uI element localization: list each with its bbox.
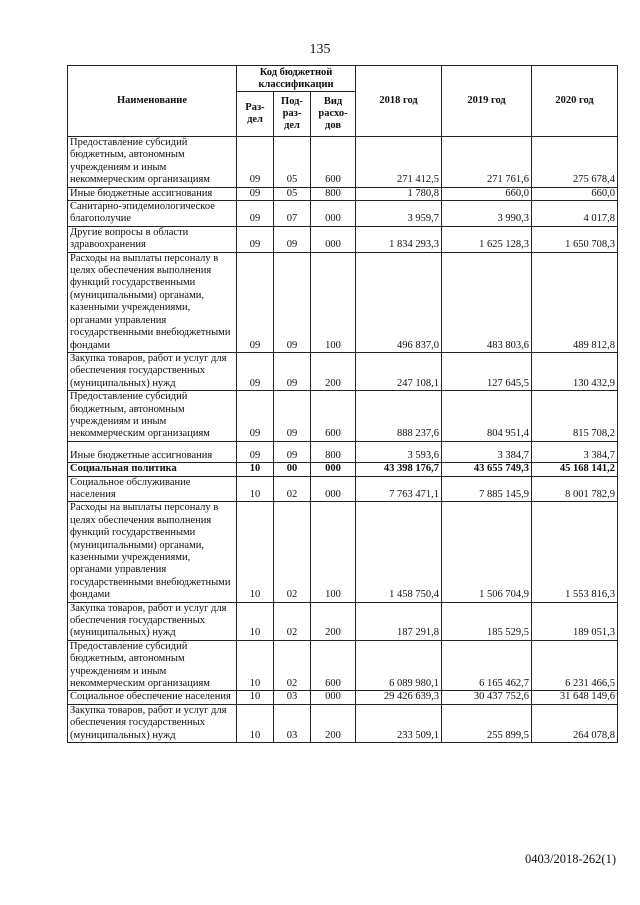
row-razdel: 10 (237, 640, 274, 691)
row-name: Иные бюджетные ассигнования (68, 187, 237, 200)
row-name: Социальная политика (68, 463, 237, 476)
row-name: Санитарно-эпидемиологическое благополучие (68, 201, 237, 227)
row-2020: 3 384,7 (532, 441, 618, 462)
row-2018: 7 763 471,1 (356, 476, 442, 502)
row-name: Социальное обеспечение населения (68, 691, 237, 704)
row-podrazdel: 09 (274, 252, 311, 352)
row-2019: 7 885 145,9 (442, 476, 532, 502)
row-2020: 275 678,4 (532, 137, 618, 188)
row-razdel: 10 (237, 476, 274, 502)
row-podrazdel: 05 (274, 187, 311, 200)
row-vid: 200 (311, 602, 356, 640)
row-2020: 31 648 149,6 (532, 691, 618, 704)
row-vid: 200 (311, 352, 356, 390)
row-2018: 233 509,1 (356, 704, 442, 742)
row-name: Предоставление субсидий бюджетным, автономным учреждениям и иным некоммерческим организациям (68, 391, 237, 442)
row-podrazdel: 09 (274, 352, 311, 390)
row-2018: 29 426 639,3 (356, 691, 442, 704)
row-2018: 496 837,0 (356, 252, 442, 352)
row-name: Предоставление субсидий бюджетным, автономным учреждениям и иным некоммерческим организациям (68, 640, 237, 691)
row-podrazdel: 03 (274, 704, 311, 742)
row-podrazdel: 09 (274, 226, 311, 252)
table-row (68, 602, 618, 640)
row-2018: 271 412,5 (356, 137, 442, 188)
row-2018: 3 593,6 (356, 441, 442, 462)
row-2018: 888 237,6 (356, 391, 442, 442)
row-2020: 189 051,3 (532, 602, 618, 640)
row-razdel: 10 (237, 704, 274, 742)
table-row (68, 640, 618, 691)
table-row (68, 226, 618, 252)
row-name: Расходы на выплаты персоналу в целях обеспечения выполнения функций государственными (муниципальными) органами, казенными учреждениями, органами управления государственными внебюджетными фондами (68, 502, 237, 602)
header-podrazdel: Под-раз-дел (274, 92, 311, 137)
row-vid: 000 (311, 201, 356, 227)
row-podrazdel: 02 (274, 502, 311, 602)
table-row (68, 476, 618, 502)
row-name: Другие вопросы в области здравоохранения (68, 226, 237, 252)
document-code: 0403/2018-262(1) (525, 852, 616, 866)
row-2018: 1 458 750,4 (356, 502, 442, 602)
row-razdel: 10 (237, 602, 274, 640)
row-2020: 264 078,8 (532, 704, 618, 742)
row-2019: 6 165 462,7 (442, 640, 532, 691)
row-podrazdel: 02 (274, 640, 311, 691)
row-2019: 3 990,3 (442, 201, 532, 227)
row-name: Расходы на выплаты персоналу в целях обеспечения выполнения функций государственными (муниципальными) органами, казенными учреждениями, органами управления государственными внебюджетными фондами (68, 252, 237, 352)
row-2018: 1 780,8 (356, 187, 442, 200)
row-2020: 1 650 708,3 (532, 226, 618, 252)
row-2018: 43 398 176,7 (356, 463, 442, 476)
table-row (68, 352, 618, 390)
header-razdel: Раз-дел (237, 92, 274, 137)
row-vid: 100 (311, 502, 356, 602)
row-vid: 800 (311, 441, 356, 462)
table-row (68, 252, 618, 352)
row-2018: 6 089 980,1 (356, 640, 442, 691)
row-2019: 660,0 (442, 187, 532, 200)
row-2020: 45 168 141,2 (532, 463, 618, 476)
row-razdel: 10 (237, 691, 274, 704)
row-vid: 600 (311, 391, 356, 442)
row-razdel: 10 (237, 463, 274, 476)
row-podrazdel: 09 (274, 441, 311, 462)
table-row-section (68, 463, 618, 476)
row-vid: 000 (311, 691, 356, 704)
row-2020: 660,0 (532, 187, 618, 200)
row-podrazdel: 03 (274, 691, 311, 704)
table-row (68, 187, 618, 200)
row-podrazdel: 02 (274, 476, 311, 502)
row-2020: 815 708,2 (532, 391, 618, 442)
header-2018: 2018 год (356, 66, 442, 137)
row-podrazdel: 00 (274, 463, 311, 476)
row-2019: 804 951,4 (442, 391, 532, 442)
row-2019: 271 761,6 (442, 137, 532, 188)
row-razdel: 09 (237, 391, 274, 442)
row-razdel: 09 (237, 187, 274, 200)
row-2020: 130 432,9 (532, 352, 618, 390)
row-2018: 3 959,7 (356, 201, 442, 227)
header-vid: Вид расхо-дов (311, 92, 356, 137)
row-razdel: 09 (237, 252, 274, 352)
header-2019: 2019 год (442, 66, 532, 137)
row-razdel: 09 (237, 201, 274, 227)
row-2020: 4 017,8 (532, 201, 618, 227)
row-name: Закупка товаров, работ и услуг для обеспечения государственных (муниципальных) нужд (68, 602, 237, 640)
table-row (68, 502, 618, 602)
row-razdel: 09 (237, 352, 274, 390)
row-2020: 6 231 466,5 (532, 640, 618, 691)
row-2019: 127 645,5 (442, 352, 532, 390)
row-2019: 483 803,6 (442, 252, 532, 352)
row-2018: 247 108,1 (356, 352, 442, 390)
page-number: 135 (309, 42, 331, 57)
row-vid: 100 (311, 252, 356, 352)
row-podrazdel: 05 (274, 137, 311, 188)
row-2019: 43 655 749,3 (442, 463, 532, 476)
row-2019: 30 437 752,6 (442, 691, 532, 704)
row-razdel: 09 (237, 226, 274, 252)
header-name: Наименование (68, 66, 237, 137)
row-vid: 800 (311, 187, 356, 200)
row-razdel: 09 (237, 441, 274, 462)
table-row (68, 691, 618, 704)
row-name: Социальное обслуживание населения (68, 476, 237, 502)
row-2020: 1 553 816,3 (532, 502, 618, 602)
row-vid: 200 (311, 704, 356, 742)
row-vid: 000 (311, 463, 356, 476)
row-2019: 255 899,5 (442, 704, 532, 742)
row-2018: 187 291,8 (356, 602, 442, 640)
row-name: Закупка товаров, работ и услуг для обеспечения государственных (муниципальных) нужд (68, 704, 237, 742)
table-row (68, 137, 618, 188)
row-name: Предоставление субсидий бюджетным, автономным учреждениям и иным некоммерческим организациям (68, 137, 237, 188)
row-podrazdel: 09 (274, 391, 311, 442)
budget-table (67, 65, 618, 743)
row-name: Закупка товаров, работ и услуг для обеспечения государственных (муниципальных) нужд (68, 352, 237, 390)
row-name: Иные бюджетные ассигнования (68, 441, 237, 462)
row-2018: 1 834 293,3 (356, 226, 442, 252)
table-row (68, 391, 618, 442)
table-row (68, 201, 618, 227)
row-vid: 000 (311, 226, 356, 252)
row-vid: 600 (311, 137, 356, 188)
row-2019: 185 529,5 (442, 602, 532, 640)
row-2019: 3 384,7 (442, 441, 532, 462)
row-razdel: 09 (237, 137, 274, 188)
row-podrazdel: 07 (274, 201, 311, 227)
row-vid: 600 (311, 640, 356, 691)
table-row (68, 704, 618, 742)
header-code-group: Код бюджетной классификации (237, 66, 356, 92)
row-podrazdel: 02 (274, 602, 311, 640)
row-vid: 000 (311, 476, 356, 502)
row-2019: 1 506 704,9 (442, 502, 532, 602)
table-row (68, 441, 618, 462)
row-2020: 8 001 782,9 (532, 476, 618, 502)
header-2020: 2020 год (532, 66, 618, 137)
row-2019: 1 625 128,3 (442, 226, 532, 252)
row-razdel: 10 (237, 502, 274, 602)
row-2020: 489 812,8 (532, 252, 618, 352)
